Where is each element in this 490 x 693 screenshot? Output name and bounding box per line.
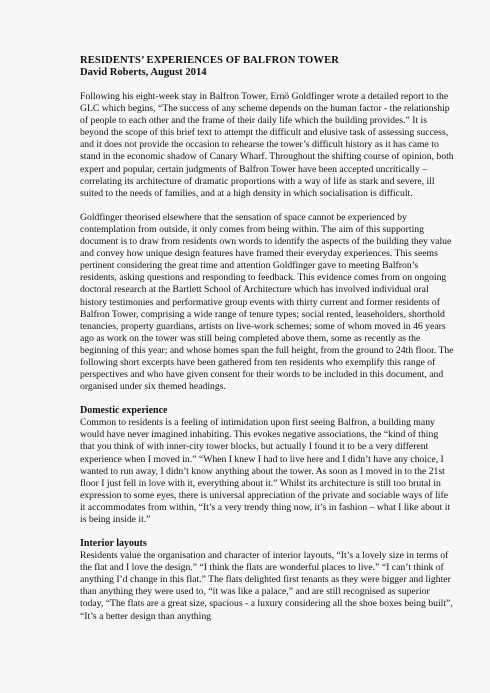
section-text-interior-layouts: Residents value the organisation and character of interior layouts, “It’s a lovely size in terms of the flat and I love the design.” “I think the flats are wonderful places to live.” “I can’t think of anything I’d change in this flat.” The flats delighted first tenants as they were bigger and lighter than anything they were used to, “it was like a palace,” and are still recognised as superior today, “The flats are a great size, spacious - a luxury considering all the shoe boxes being built”, “It’s a better design than anything: [80, 550, 453, 622]
document-title: RESIDENTS’ EXPERIENCES OF BALFRON TOWER: [80, 55, 339, 66]
intro-paragraph: Following his eight-week stay in Balfron Tower, Ernö Goldfinger wrote a detailed report to the GLC which begins, “The success of any scheme depends on the human factor - the relationship of people to each other and the frame of their daily life which the building provides.” It is beyond the scope of this brief text to attempt the difficult and elusive task of assessing success, and it does not provide the occasion to rehearse the tower’s difficult history as it has came to stand in the economic shadow of Canary Wharf. Throughout the shifting course of opinion, both expert and popular, certain judgments of Balfron Tower have been accepted uncritically – correlating its architecture of dramatic proportions with a way of life as stark and severe, ill suited to the needs of families, and at a high density in which socialisation is difficult.: [80, 91, 454, 199]
methodology-paragraph: Goldfinger theorised elsewhere that the sensation of space cannot be experienced by contemplation from outside, it only comes from being within. The aim of this supporting document is to draw from residents own words to identify the aspects of the building they value and convey how unique design features have framed their everyday experiences. This seems pertinent considering the great time and attention Goldfinger gave to meeting Balfron’s residents, asking questions and responding to feedback. This evidence comes from on ongoing doctoral research at the Bartlett School of Architecture which has involved individual oral history testimonies and performative group events with thirty current and former residents of Balfron Tower, comprising a wide range of tenure types; social rented, leaseholders, shorthold tenancies, property guardians, artists on live-work schemes; some of whom moved in 46 years ago as work on the tower was still being completed above them, some as recently as the beginning of this year; and whose homes span the full height, from the ground to 24th floor. The following short excerpts have been gathered from ten residents who exemplify this range of perspectives and who have given consent for their words to be included in this document, and organised under six themed headings.: [80, 211, 454, 393]
document-byline: David Roberts, August 2014: [80, 67, 207, 78]
section-heading-interior-layouts: Interior layouts: [80, 538, 147, 550]
section-text-domestic-experience: Common to residents is a feeling of intimidation upon first seeing Balfron, a building many would have never imagined inhabiting. This evokes negative associations, the “kind of thing that you think of with inner-city tower blocks, but actually I found it to be a very different experience when I moved in.” “When I knew I had to live here and I didn’t have any choice, I wanted to run away, I didn’t know anything about the tower. As soon as I moved in to the 21st floor I just fell in love with it, everything about it.” Whilst its architecture is still too brutal in expression to some eyes, there is universal appreciation of the private and sociable ways of life it accommodates from within, “It’s a very trendy thing now, it’s in fashion – what I like about it is being inside it.”: [80, 417, 451, 525]
section-heading-domestic-experience: Domestic experience: [80, 405, 168, 417]
